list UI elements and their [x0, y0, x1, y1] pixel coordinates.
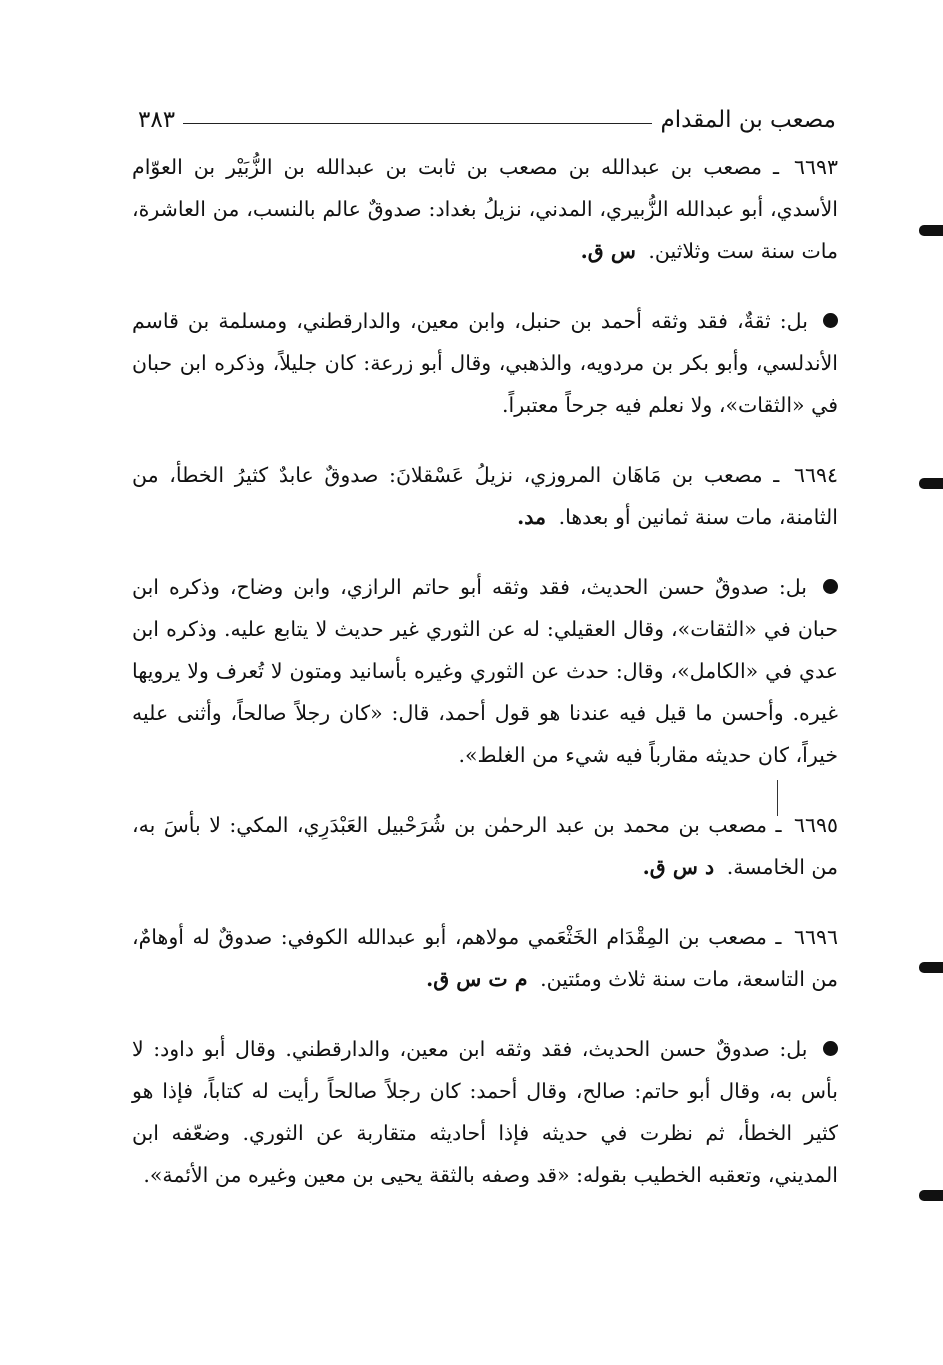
scan-mark — [777, 780, 778, 816]
entry-paragraph — [132, 146, 838, 272]
scan-mark — [919, 478, 943, 489]
page-body — [132, 146, 838, 1196]
entry-number: ٦٦٩٦ — [793, 925, 838, 949]
note-text: بل: صدوقٌ حسن الحديث، فقد وثقه أبو حاتم الرازي، وابن وضاح، وذكره ابن حبان في «الثقات»، وقال العقيلي: له عن الثوري غير حديث لا يتابع عليه. وذكره ابن عدي في «الكامل»، وقال: حدث عن الثوري وغيره بأسانيد ومتون لا تُعرف ولا يرويها غيره. وأحسن ما قيل فيه عندنا هو قول أحمد، قال: «كان رجلاً صالحاً، وأثنى عليه خيراً، كان حديثه مقارباً فيه شيء من الغلط». — [132, 575, 838, 767]
running-header — [138, 100, 836, 140]
scan-mark — [919, 962, 943, 973]
entry-number: ٦٦٩٤ — [793, 463, 838, 487]
running-title: مصعب بن المقدام — [660, 107, 836, 133]
note-paragraph — [132, 566, 838, 776]
source-codes: س ق. — [580, 239, 636, 263]
entry-text: ـ مصعب بن محمد بن عبد الرحمٰن بن شُرَحْبيل العَبْدَرِي، المكي: لا بأسَ به، من الخامسة. — [132, 813, 838, 879]
entry-text: ـ مصعب بن مَاهَان المروزي، نزيلُ عَسْقلانَ: صدوقٌ عابدٌ كثيرُ الخطأ، من الثامنة، مات سنة ثمانين أو بعدها. — [132, 463, 838, 529]
entry-number: ٦٦٩٥ — [793, 813, 838, 837]
entry-text: ـ مصعب بن عبدالله بن مصعب بن ثابت بن عبدالله بن الزُّبَيْر بن العوّام الأسدي، أبو عبدالله الزُّبيري، المدني، نزيلُ بغداد: صدوقٌ عالم بالنسب، من العاشرة، مات سنة ست وثلاثين. — [132, 155, 838, 263]
entry-number: ٦٦٩٣ — [793, 155, 838, 179]
note-text: بل: صدوقٌ حسن الحديث، فقد وثقه ابن معين، والدارقطني. وقال أبو داود: لا بأس به، وقال أبو حاتم: صالح، وقال أحمد: كان رجلاً صالحاً رأيت له كتاباً، فإذا هو كثير الخطأ، ثم نظرت في حديثه فإذا أحاديثه متقاربة عن الثوري. وضعّفه ابن المديني، وتعقبه الخطيب بقوله: «قد وصفه بالثقة يحيى بن معين وغيره من الأئمة». — [132, 1037, 838, 1187]
scan-mark — [919, 1190, 943, 1201]
bullet-icon — [823, 1041, 838, 1056]
entry-paragraph — [132, 454, 838, 538]
note-text: بل: ثقةٌ، فقد وثقه أحمد بن حنبل، وابن معين، والدارقطني، ومسلمة بن قاسم الأندلسي، وأبو بكر بن مردويه، والذهبي، وقال أبو زرعة: كان جليلاً، وذكره ابن حبان في «الثقات»، ولا نعلم فيه جرحاً معتبراً. — [132, 309, 838, 417]
note-paragraph — [132, 300, 838, 426]
entry-paragraph — [132, 916, 838, 1000]
source-codes: م ت س ق. — [426, 967, 528, 991]
bullet-icon — [823, 579, 838, 594]
entry-text: ـ مصعب بن المِقْدَام الخَثْعَمي مولاهم، أبو عبدالله الكوفي: صدوقٌ له أوهامٌ، من التاسعة، مات سنة ثلاث ومئتين. — [132, 925, 838, 991]
scan-mark — [919, 225, 943, 236]
bullet-icon — [823, 313, 838, 328]
header-rule — [183, 123, 652, 124]
page-number: ٣٨٣ — [138, 107, 176, 133]
note-paragraph — [132, 1028, 838, 1196]
source-codes: د س ق. — [642, 855, 715, 879]
source-codes: مد. — [517, 505, 547, 529]
entry-paragraph — [132, 804, 838, 888]
